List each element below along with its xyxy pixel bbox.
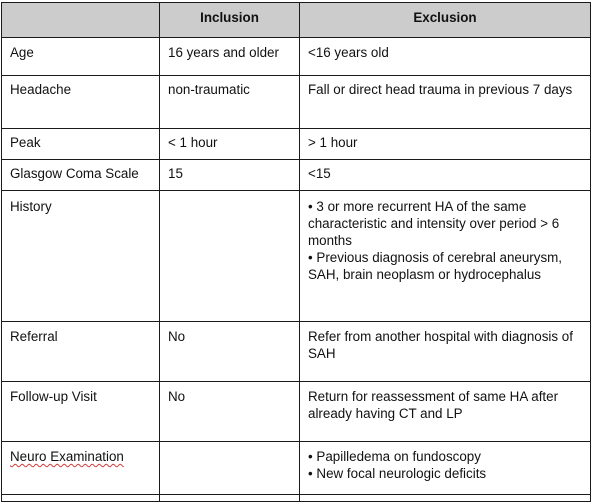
inclusion-exclusion-table [1,2,591,502]
empty-cell [160,495,300,502]
exclusion-cell [300,322,591,382]
inclusion-cell: non-traumatic [160,76,300,129]
header-cell-inclusion: Inclusion [160,3,300,38]
criterion-cell: Age [2,38,160,76]
table-row [2,76,591,129]
exclusion-cell [300,442,591,495]
inclusion-cell [160,442,300,495]
table-row [2,160,591,191]
exclusion-cell [300,160,591,191]
exclusion-cell [300,38,591,76]
inclusion-cell: 15 [160,160,300,191]
exclusion-cell [300,76,591,129]
header-row [2,3,591,38]
table-row [2,38,591,76]
exclusion-text: <15 [308,166,331,181]
empty-cell [300,495,591,502]
exclusion-bullet: • Previous diagnosis of cerebral aneurysm, SAH, brain neoplasm or hydrocephalus [308,250,563,282]
table-row-cutoff [2,495,591,502]
exclusion-cell [300,382,591,442]
criterion-cell: Follow-up Visit [2,382,160,442]
spellcheck-flagged-text: Neuro Examination [10,449,124,464]
criterion-cell: Glasgow Coma Scale [2,160,160,191]
table-row [2,129,591,160]
header-cell-exclusion: Exclusion [300,3,591,38]
criterion-cell: Referral [2,322,160,382]
criterion-cell: History [2,191,160,322]
exclusion-text: > 1 hour [308,135,358,150]
exclusion-text: Return for reassessment of same HA after already having CT and LP [308,389,559,421]
exclusion-cell [300,129,591,160]
table-row [2,442,591,495]
inclusion-cell: 16 years and older [160,38,300,76]
exclusion-text: <16 years old [308,45,389,60]
inclusion-cell: No [160,382,300,442]
inclusion-cell: < 1 hour [160,129,300,160]
header-cell-blank [2,3,160,38]
table-row [2,322,591,382]
empty-cell [2,495,160,502]
criterion-cell: Headache [2,76,160,129]
exclusion-cell [300,191,591,322]
table-row [2,382,591,442]
criterion-cell: Peak [2,129,160,160]
inclusion-cell [160,191,300,322]
exclusion-text: Fall or direct head trauma in previous 7 days [308,82,573,97]
exclusion-bullet: • Papilledema on fundoscopy [308,449,481,464]
inclusion-cell: No [160,322,300,382]
table-row [2,191,591,322]
exclusion-text: Refer from another hospital with diagnosis of SAH [308,329,573,361]
exclusion-bullet: • New focal neurologic deficits [308,466,487,481]
exclusion-bullet: • 3 or more recurrent HA of the same characteristic and intensity over period > 6 months [308,199,560,248]
criterion-cell [2,442,160,495]
